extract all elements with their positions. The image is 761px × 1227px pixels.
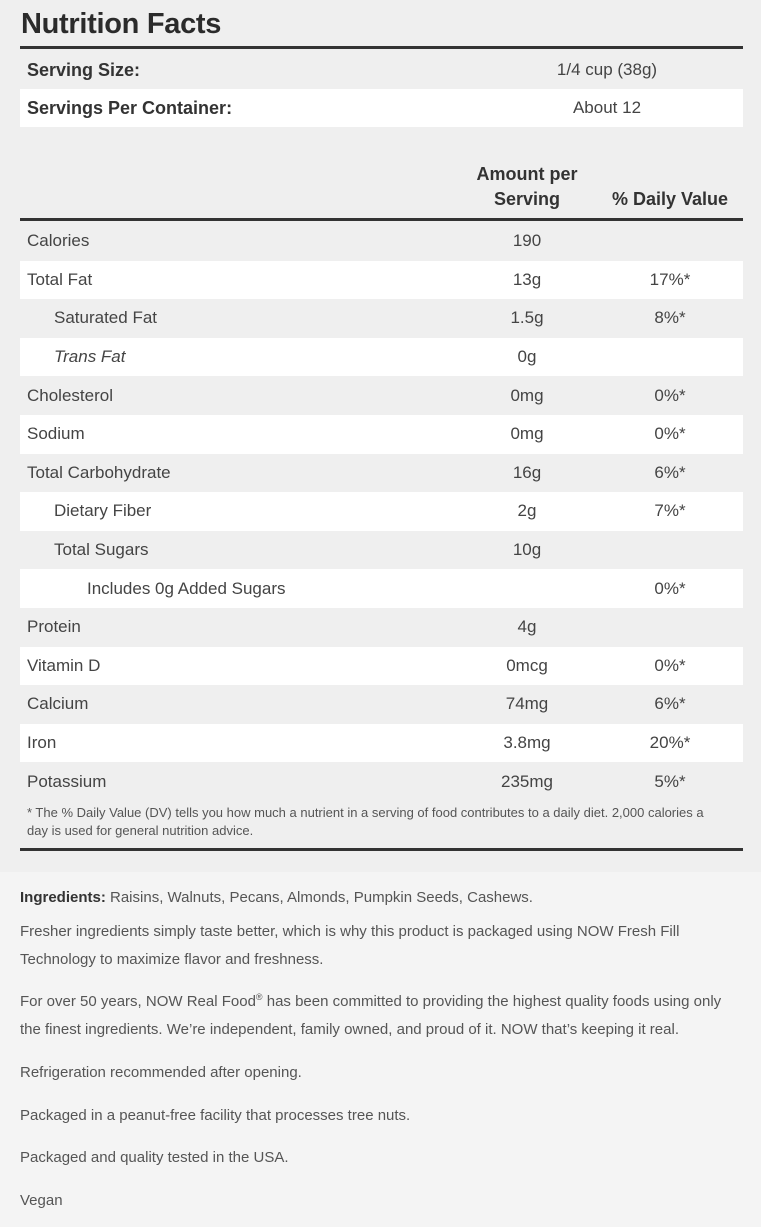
nutrient-daily-value: 0%* [654, 385, 686, 405]
nutrient-name: Calcium [27, 694, 89, 714]
amount-per-serving-header [462, 162, 592, 212]
serving-size-row [20, 51, 743, 89]
table-row [20, 724, 743, 763]
nutrient-name: Total Fat [27, 269, 93, 289]
nutrient-name: Saturated Fat [54, 308, 158, 328]
servings-per-container-value: About 12 [572, 98, 642, 117]
refrigeration-note: Refrigeration recommended after opening. [20, 1064, 302, 1081]
table-row [20, 531, 743, 570]
nutrient-amount: 10g [512, 540, 542, 560]
footer-divider [20, 848, 743, 851]
ingredients-text: Raisins, Walnuts, Pecans, Almonds, Pumpkin Seeds, Cashews. [105, 889, 533, 906]
table-row [20, 338, 743, 377]
serving-size-label: Serving Size: [27, 59, 141, 80]
serving-size-value: 1/4 cup (38g) [556, 60, 658, 79]
nutrient-daily-value: 6%* [654, 462, 686, 482]
nutrient-name: Dietary Fiber [54, 501, 152, 521]
nutrient-amount: 3.8mg [503, 733, 551, 753]
nutrient-amount: 1.5g [510, 308, 544, 328]
servings-per-container-row [20, 89, 743, 127]
table-row [20, 299, 743, 338]
nutrition-facts-title: Nutrition Facts [21, 8, 222, 40]
daily-value-footnote: * The % Daily Value (DV) tells you how much a nutrient in a serving of food contributes to a daily diet. 2,000 calories a day is used for general nutrition advice. [27, 805, 704, 838]
nutrient-amount: 2g [517, 501, 537, 521]
nutrient-name: Cholesterol [27, 385, 113, 405]
amount-header-line1: Amount per [476, 164, 578, 184]
table-row [20, 376, 743, 415]
table-row [20, 222, 743, 261]
nutrient-daily-value: 8%* [654, 308, 686, 328]
nutrient-name: Sodium [27, 424, 85, 444]
fresh-fill-paragraph: Fresher ingredients simply taste better, which is why this product is packaged using NOW Fresh Fill Technology to maximize flavor and freshness. [20, 923, 680, 968]
nutrient-name: Total Sugars [54, 540, 149, 560]
table-header [20, 162, 743, 218]
nutrient-amount: 190 [512, 231, 542, 251]
nutrient-name: Protein [27, 617, 81, 637]
nutrient-daily-value: 0%* [654, 578, 686, 598]
nutrient-name: Iron [27, 733, 57, 753]
table-row [20, 647, 743, 686]
nutrient-daily-value: 5%* [654, 771, 686, 791]
nutrient-amount: 13g [512, 269, 542, 289]
nutrient-amount: 0mcg [506, 655, 548, 675]
header-divider [20, 218, 743, 221]
ingredients-paragraph [20, 884, 745, 912]
nutrient-daily-value: 6%* [654, 694, 686, 714]
nutrient-name: Potassium [27, 771, 107, 791]
nutrient-amount: 16g [512, 462, 542, 482]
nutrient-amount: 4g [517, 617, 537, 637]
table-row [20, 685, 743, 724]
history-text-end: has been committed to providing the highest quality foods using only the finest ingredients. We’re independent, family owned, and proud of it. NOW that’s keeping it real. [20, 993, 722, 1038]
nutrient-name: Trans Fat [54, 347, 126, 367]
nutrient-daily-value: 0%* [654, 655, 686, 675]
nutrient-name: Total Carbohydrate [27, 462, 171, 482]
table-row [20, 261, 743, 300]
nutrient-amount: 0mg [510, 424, 544, 444]
nutrient-daily-value: 7%* [654, 501, 686, 521]
facility-note: Packaged in a peanut-free facility that processes tree nuts. [20, 1107, 411, 1124]
registered-mark: ® [255, 992, 263, 1002]
nutrient-amount: 235mg [501, 771, 553, 791]
vegan-note: Vegan [20, 1192, 63, 1209]
nutrient-amount: 74mg [505, 694, 549, 714]
nutrient-amount: 0g [517, 347, 537, 367]
table-row [20, 454, 743, 493]
amount-header-line2: Serving [493, 189, 561, 209]
nutrient-daily-value: 0%* [654, 424, 686, 444]
nutrient-daily-value: 17%* [649, 269, 691, 289]
title-divider [20, 46, 743, 49]
servings-per-container-label: Servings Per Container: [27, 97, 233, 118]
nutrient-name: Vitamin D [27, 655, 101, 675]
table-row [20, 762, 743, 801]
usa-note: Packaged and quality tested in the USA. [20, 1149, 289, 1166]
nutrient-daily-value: 20%* [649, 733, 691, 753]
table-row [20, 415, 743, 454]
table-row [20, 608, 743, 647]
nutrient-name: Calories [27, 231, 90, 251]
daily-value-header: % Daily Value [611, 189, 729, 209]
nutrient-name: Includes 0g Added Sugars [87, 578, 286, 598]
company-history-paragraph [20, 988, 745, 1044]
ingredients-label: Ingredients: [20, 889, 106, 906]
table-row [20, 492, 743, 531]
nutrient-amount: 0mg [510, 385, 544, 405]
table-row [20, 569, 743, 608]
history-text-start: For over 50 years, NOW Real Food [20, 993, 256, 1010]
